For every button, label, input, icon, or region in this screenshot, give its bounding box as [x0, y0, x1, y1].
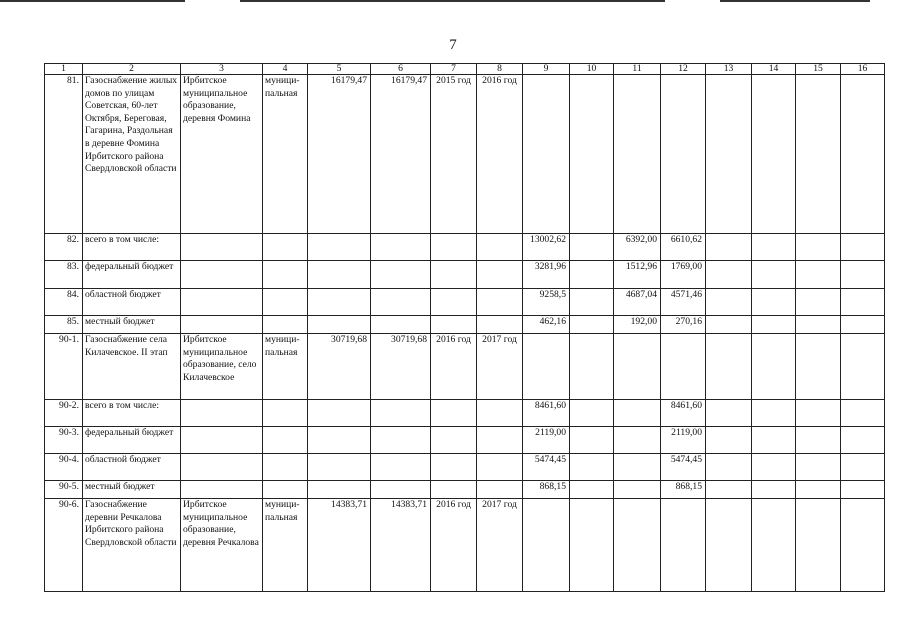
- remaining-cost: [371, 481, 431, 499]
- col-9: 8461,60: [523, 400, 570, 427]
- col-11: [614, 427, 661, 454]
- col-11: [614, 499, 661, 592]
- col-12: [661, 334, 706, 400]
- ownership-form: [263, 316, 308, 334]
- remaining-cost: [371, 400, 431, 427]
- row-number: 85.: [45, 316, 83, 334]
- column-number: 8: [477, 64, 523, 75]
- col-16: [841, 316, 885, 334]
- object-name: всего в том числе:: [83, 234, 181, 261]
- page-number: 7: [449, 37, 457, 53]
- start-year: 2015 год: [431, 75, 477, 234]
- customer: [181, 316, 263, 334]
- table-row: [45, 499, 885, 592]
- estimated-cost: [308, 261, 371, 289]
- col-14: [752, 454, 796, 481]
- col-16: [841, 75, 885, 234]
- table-row: [45, 289, 885, 316]
- col-14: [752, 75, 796, 234]
- col-12: 2119,00: [661, 427, 706, 454]
- col-11: 6392,00: [614, 234, 661, 261]
- col-10: [570, 289, 614, 316]
- table-row: [45, 334, 885, 400]
- col-11: 192,00: [614, 316, 661, 334]
- object-name: областной бюджет: [83, 454, 181, 481]
- estimated-cost: [308, 289, 371, 316]
- col-16: [841, 499, 885, 592]
- col-10: [570, 234, 614, 261]
- row-number: 90-6.: [45, 499, 83, 592]
- table-row: [45, 234, 885, 261]
- row-number: 82.: [45, 234, 83, 261]
- remaining-cost: [371, 289, 431, 316]
- end-year: [477, 427, 523, 454]
- col-15: [796, 454, 841, 481]
- table-row: [45, 400, 885, 427]
- ownership-form: [263, 234, 308, 261]
- start-year: [431, 481, 477, 499]
- col-9: 868,15: [523, 481, 570, 499]
- row-number: 90-4.: [45, 454, 83, 481]
- col-16: [841, 334, 885, 400]
- col-11: [614, 334, 661, 400]
- col-15: [796, 289, 841, 316]
- col-9: 9258,5: [523, 289, 570, 316]
- column-number: 5: [308, 64, 371, 75]
- ownership-form: [263, 427, 308, 454]
- end-year: [477, 481, 523, 499]
- col-15: [796, 400, 841, 427]
- column-number: 7: [431, 64, 477, 75]
- object-name: местный бюджет: [83, 481, 181, 499]
- row-number: 90-5.: [45, 481, 83, 499]
- col-11: 1512,96: [614, 261, 661, 289]
- col-12: 4571,46: [661, 289, 706, 316]
- col-12: 6610,62: [661, 234, 706, 261]
- remaining-cost: [371, 454, 431, 481]
- col-16: [841, 454, 885, 481]
- start-year: [431, 289, 477, 316]
- col-14: [752, 289, 796, 316]
- col-14: [752, 316, 796, 334]
- customer: Ирбитское муниципальное образование, деревня Фомина: [181, 75, 263, 234]
- remaining-cost: [371, 427, 431, 454]
- col-10: [570, 481, 614, 499]
- column-number: 2: [83, 64, 181, 75]
- row-number: 81.: [45, 75, 83, 234]
- col-15: [796, 427, 841, 454]
- col-16: [841, 261, 885, 289]
- col-13: [706, 499, 752, 592]
- object-name: всего в том числе:: [83, 400, 181, 427]
- estimated-cost: 14383,71: [308, 499, 371, 592]
- start-year: [431, 400, 477, 427]
- start-year: 2016 год: [431, 499, 477, 592]
- col-9: 462,16: [523, 316, 570, 334]
- col-13: [706, 234, 752, 261]
- column-number: 14: [752, 64, 796, 75]
- col-13: [706, 400, 752, 427]
- table-row: [45, 454, 885, 481]
- col-14: [752, 234, 796, 261]
- col-16: [841, 481, 885, 499]
- col-12: 1769,00: [661, 261, 706, 289]
- object-name: Газоснабжение села Килачевское. II этап: [83, 334, 181, 400]
- customer: [181, 289, 263, 316]
- col-9: 13002,62: [523, 234, 570, 261]
- table-row: [45, 316, 885, 334]
- ownership-form: муници- пальная: [263, 75, 308, 234]
- ownership-form: [263, 289, 308, 316]
- col-16: [841, 289, 885, 316]
- end-year: 2017 год: [477, 499, 523, 592]
- col-11: [614, 454, 661, 481]
- start-year: [431, 261, 477, 289]
- col-10: [570, 316, 614, 334]
- col-9: [523, 75, 570, 234]
- column-number: 3: [181, 64, 263, 75]
- column-number: 1: [45, 64, 83, 75]
- remaining-cost: 16179,47: [371, 75, 431, 234]
- col-10: [570, 261, 614, 289]
- estimated-cost: [308, 427, 371, 454]
- table-row: [45, 427, 885, 454]
- col-9: [523, 499, 570, 592]
- end-year: 2017 год: [477, 334, 523, 400]
- col-15: [796, 75, 841, 234]
- col-14: [752, 334, 796, 400]
- customer: [181, 427, 263, 454]
- col-15: [796, 334, 841, 400]
- col-15: [796, 261, 841, 289]
- start-year: [431, 454, 477, 481]
- col-14: [752, 400, 796, 427]
- ownership-form: муници- пальная: [263, 334, 308, 400]
- row-number: 90-2.: [45, 400, 83, 427]
- object-name: Газоснабжение жилых домов по улицам Советская, 60-лет Октября, Береговая, Гагарина, Раздольная в деревне Фомина Ирбитского района Свердловской области: [83, 75, 181, 234]
- row-number: 84.: [45, 289, 83, 316]
- end-year: [477, 454, 523, 481]
- col-12: 5474,45: [661, 454, 706, 481]
- ownership-form: [263, 454, 308, 481]
- customer: [181, 481, 263, 499]
- remaining-cost: [371, 316, 431, 334]
- object-name: федеральный бюджет: [83, 427, 181, 454]
- col-13: [706, 316, 752, 334]
- col-14: [752, 261, 796, 289]
- col-14: [752, 427, 796, 454]
- end-year: [477, 261, 523, 289]
- ownership-form: [263, 400, 308, 427]
- col-13: [706, 75, 752, 234]
- col-14: [752, 481, 796, 499]
- remaining-cost: [371, 261, 431, 289]
- col-12: [661, 75, 706, 234]
- column-number: 13: [706, 64, 752, 75]
- col-13: [706, 261, 752, 289]
- col-13: [706, 334, 752, 400]
- col-10: [570, 454, 614, 481]
- estimated-cost: 30719,68: [308, 334, 371, 400]
- col-9: 2119,00: [523, 427, 570, 454]
- col-11: [614, 75, 661, 234]
- col-13: [706, 454, 752, 481]
- col-11: 4687,04: [614, 289, 661, 316]
- col-12: 270,16: [661, 316, 706, 334]
- estimated-cost: [308, 400, 371, 427]
- table-row: [45, 261, 885, 289]
- col-15: [796, 481, 841, 499]
- column-number: 15: [796, 64, 841, 75]
- object-name: федеральный бюджет: [83, 261, 181, 289]
- start-year: [431, 427, 477, 454]
- col-15: [796, 316, 841, 334]
- object-name: местный бюджет: [83, 316, 181, 334]
- col-15: [796, 499, 841, 592]
- estimated-cost: 16179,47: [308, 75, 371, 234]
- row-number: 90-3.: [45, 427, 83, 454]
- column-number: 9: [523, 64, 570, 75]
- col-10: [570, 400, 614, 427]
- row-number: 83.: [45, 261, 83, 289]
- end-year: [477, 234, 523, 261]
- start-year: 2016 год: [431, 334, 477, 400]
- budget-table: [44, 63, 885, 592]
- ownership-form: муници- пальная: [263, 499, 308, 592]
- column-number: 11: [614, 64, 661, 75]
- col-12: 8461,60: [661, 400, 706, 427]
- estimated-cost: [308, 234, 371, 261]
- remaining-cost: [371, 234, 431, 261]
- remaining-cost: 14383,71: [371, 499, 431, 592]
- col-9: 5474,45: [523, 454, 570, 481]
- end-year: 2016 год: [477, 75, 523, 234]
- col-13: [706, 481, 752, 499]
- estimated-cost: [308, 454, 371, 481]
- table-row: [45, 481, 885, 499]
- column-number: 4: [263, 64, 308, 75]
- col-13: [706, 289, 752, 316]
- table-row: [45, 75, 885, 234]
- row-number: 90-1.: [45, 334, 83, 400]
- end-year: [477, 400, 523, 427]
- start-year: [431, 316, 477, 334]
- col-12: [661, 499, 706, 592]
- remaining-cost: 30719,68: [371, 334, 431, 400]
- estimated-cost: [308, 481, 371, 499]
- column-number: 12: [661, 64, 706, 75]
- end-year: [477, 289, 523, 316]
- start-year: [431, 234, 477, 261]
- customer: [181, 234, 263, 261]
- col-13: [706, 427, 752, 454]
- object-name: областной бюджет: [83, 289, 181, 316]
- col-9: 3281,96: [523, 261, 570, 289]
- col-16: [841, 427, 885, 454]
- col-14: [752, 499, 796, 592]
- customer: [181, 454, 263, 481]
- col-10: [570, 334, 614, 400]
- column-number-row: [45, 64, 885, 75]
- col-16: [841, 234, 885, 261]
- customer: [181, 400, 263, 427]
- column-number: 6: [371, 64, 431, 75]
- col-11: [614, 400, 661, 427]
- ownership-form: [263, 261, 308, 289]
- col-11: [614, 481, 661, 499]
- col-10: [570, 75, 614, 234]
- page-top-edge: [0, 0, 905, 2]
- col-12: 868,15: [661, 481, 706, 499]
- customer: [181, 261, 263, 289]
- col-15: [796, 234, 841, 261]
- col-16: [841, 400, 885, 427]
- column-number: 16: [841, 64, 885, 75]
- col-10: [570, 427, 614, 454]
- object-name: Газоснабжение деревни Речкалова Ирбитского района Свердловской области: [83, 499, 181, 592]
- col-10: [570, 499, 614, 592]
- end-year: [477, 316, 523, 334]
- column-number: 10: [570, 64, 614, 75]
- ownership-form: [263, 481, 308, 499]
- customer: Ирбитское муниципальное образование, село Килачевское: [181, 334, 263, 400]
- estimated-cost: [308, 316, 371, 334]
- col-9: [523, 334, 570, 400]
- customer: Ирбитское муниципальное образование, деревня Речкалова: [181, 499, 263, 592]
